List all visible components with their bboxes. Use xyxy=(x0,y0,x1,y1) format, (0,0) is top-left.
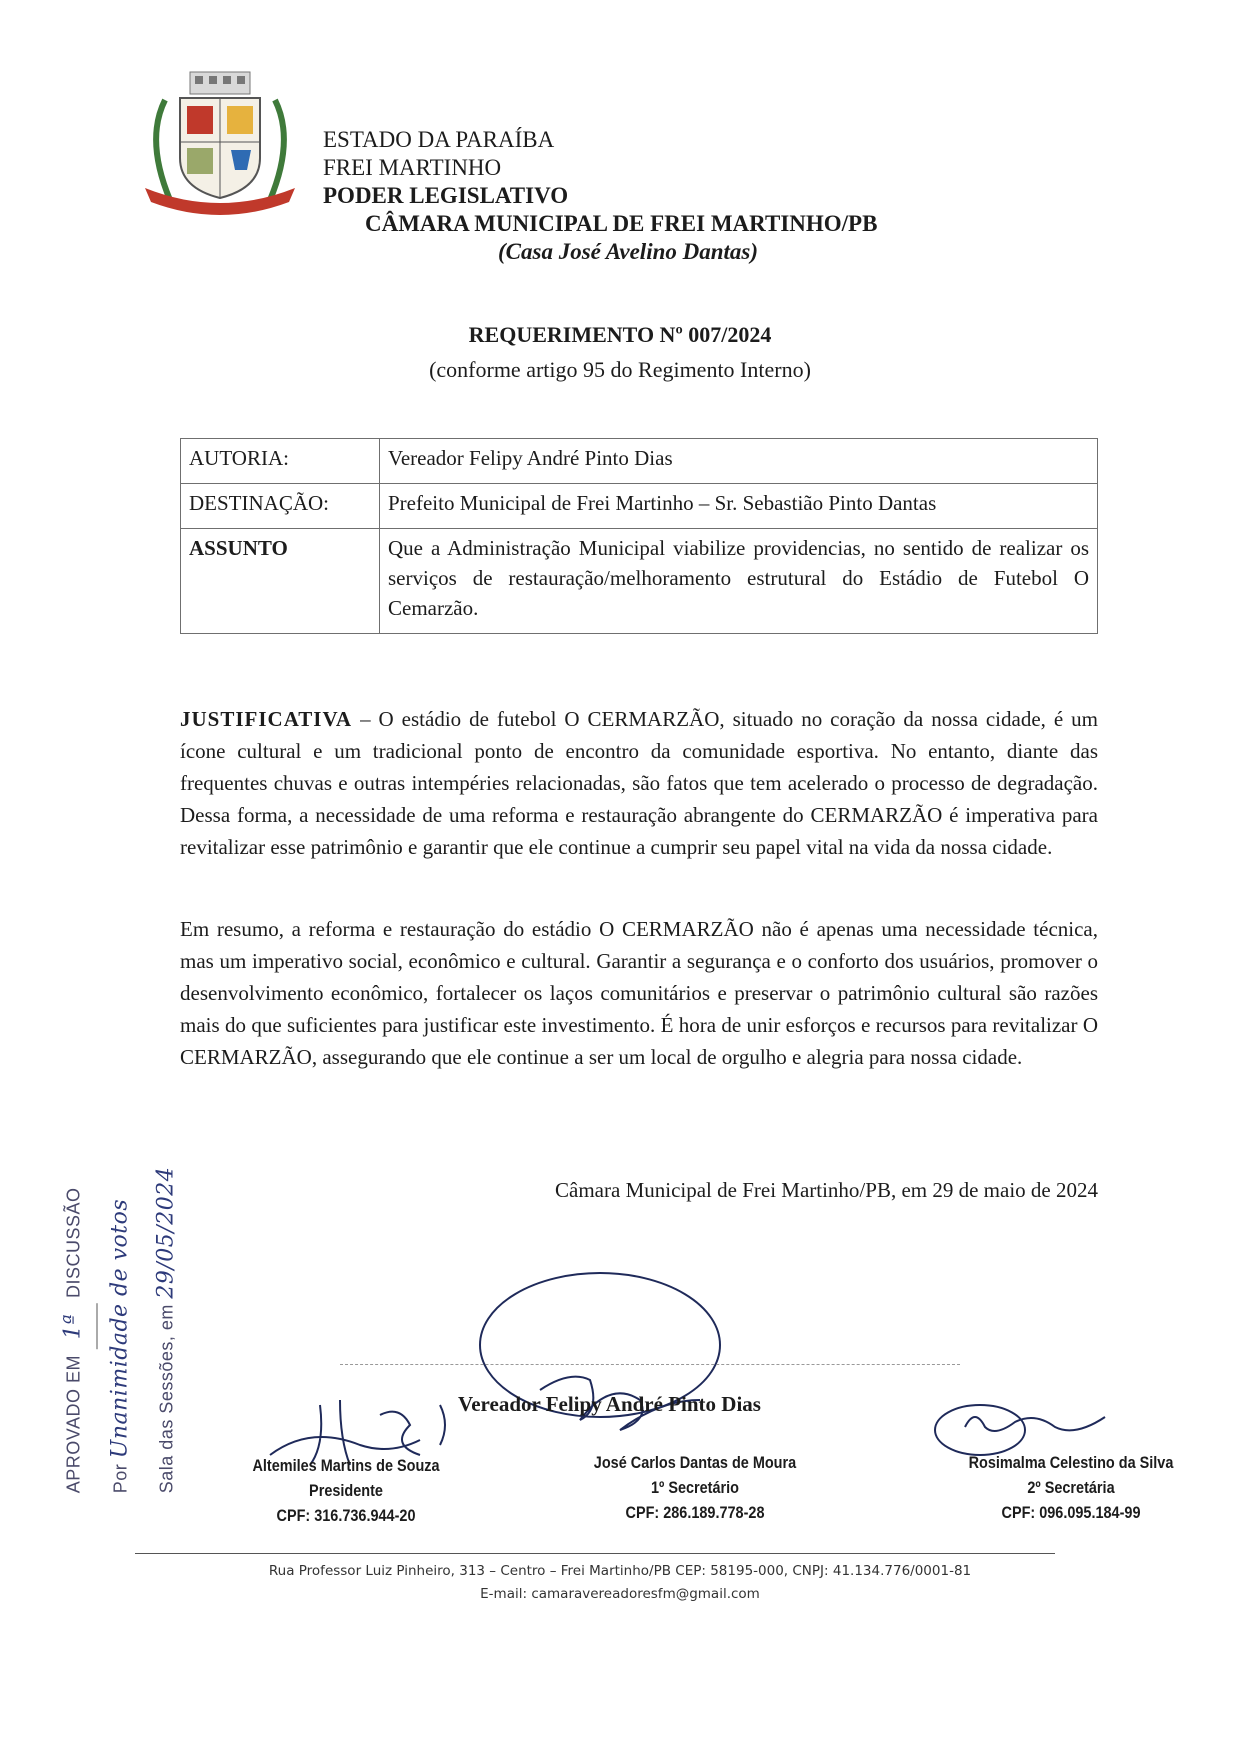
stamp-approved-label: APROVADO EM xyxy=(63,1355,84,1494)
signature-line xyxy=(340,1364,960,1365)
signer-cpf: CPF: 316.736.944-20 xyxy=(276,1506,416,1525)
document-subtitle: (conforme artigo 95 do Regimento Interno) xyxy=(429,357,811,382)
subject-label: ASSUNTO xyxy=(181,529,380,634)
approval-stamp-text xyxy=(51,1167,190,1493)
house-name: (Casa José Avelino Dantas) xyxy=(498,239,759,264)
authorship-value: Vereador Felipy André Pinto Dias xyxy=(380,439,1098,484)
table-row xyxy=(181,529,1098,634)
stamp-discussion-label: DISCUSSÃO xyxy=(63,1187,84,1298)
stamp-by-label: Por xyxy=(110,1463,131,1494)
place-and-date: Câmara Municipal de Frei Martinho/PB, em 29 de maio de 2024 xyxy=(555,1178,1098,1202)
stamp-session-label: Sala das Sessões, em xyxy=(156,1304,177,1494)
justification-paragraph-2: Em resumo, a reforma e restauração do estádio O CERMARZÃO não é apenas uma necessidade técnica, mas um imperativo social, econômico e cultural. Garantir a segurança e o conforto dos usuários, promover o desenvolvimento econômico, fortalecer os laços comunitários e preservar o patrimônio cultural são razões mais do que suficientes para justificar este investimento. É hora de unir esforços e recursos para revitalizar O CERMARZÃO, assegurando que ele continue a ser um local de orgulho e alegria para nossa cidade. xyxy=(180,917,1098,1069)
city-name: FREI MARTINHO xyxy=(323,155,502,180)
footer-divider xyxy=(135,1553,1055,1554)
legislative-power: PODER LEGISLATIVO xyxy=(323,183,569,208)
subject-value: Que a Administração Municipal viabilize providencias, no sentido de realizar os serviços de restauração/melhoramento estrutural do Estádio de Futebol O Cemarzão. xyxy=(380,529,1098,634)
stamp-row-session xyxy=(144,1167,190,1493)
authorship-label: AUTORIA: xyxy=(181,439,380,484)
signer-cpf: CPF: 096.095.184-99 xyxy=(1001,1503,1141,1522)
signer-role: 2º Secretária xyxy=(1027,1478,1115,1497)
approval-stamp xyxy=(50,1150,190,1510)
signer-first-secretary xyxy=(568,1450,823,1525)
main-signer-name: Vereador Felipy André Pinto Dias xyxy=(458,1392,761,1416)
signer-second-secretary xyxy=(931,1450,1212,1525)
signer-name: Rosimalma Celestino da Silva xyxy=(968,1453,1174,1472)
justification-text-1: – O estádio de futebol O CERMARZÃO, situado no coração da nossa cidade, é um ícone cultural e um tradicional ponto de encontro da comunidade esportiva. No entanto, diante das frequentes chuvas e outras intempéries relacionadas, são fatos que tem acelerado o processo de degradação. Dessa forma, a necessidade de uma reforma e restauração abrangente do CERMARZÃO é imperativa para revitalizar esse patrimônio e garantir que ele continue a cumprir seu papel vital na vida da nossa cidade. xyxy=(180,707,1098,859)
justification-paragraph-1 xyxy=(180,703,1098,863)
stamp-row-vote xyxy=(98,1167,144,1493)
signer-cpf: CPF: 286.189.778-28 xyxy=(625,1503,765,1522)
signer-role: Presidente xyxy=(309,1481,383,1500)
request-info-table xyxy=(180,438,1098,634)
document-title: REQUERIMENTO Nº 007/2024 xyxy=(468,322,772,347)
table-row xyxy=(181,484,1098,529)
stamp-vote-result: Unanimidade de votos xyxy=(107,1198,133,1459)
signer-role: 1º Secretário xyxy=(650,1478,740,1497)
signer-name: José Carlos Dantas de Moura xyxy=(593,1453,797,1472)
stamp-session-date: 29/05/2024 xyxy=(153,1166,179,1299)
state-name: ESTADO DA PARAÍBA xyxy=(323,127,555,152)
footer-address: Rua Professor Luiz Pinheiro, 313 – Centro – Frei Martinho/PB CEP: 58195-000, CNPJ: 41.134.776/0001-81 xyxy=(268,1563,972,1579)
stamp-row-approved xyxy=(51,1167,98,1493)
stamp-discussion-number: 1ª xyxy=(51,1304,98,1350)
destination-value: Prefeito Municipal de Frei Martinho – Sr. Sebastião Pinto Dantas xyxy=(380,484,1098,529)
table-row xyxy=(181,439,1098,484)
municipal-coat-of-arms xyxy=(135,70,305,220)
signer-name: Altemiles Martins de Souza xyxy=(252,1456,440,1475)
letterhead xyxy=(323,126,877,266)
signer-president xyxy=(219,1453,474,1528)
chamber-name: CÂMARA MUNICIPAL DE FREI MARTINHO/PB xyxy=(365,211,878,236)
footer-email: E-mail: camaravereadoresfm@gmail.com xyxy=(480,1586,760,1602)
destination-label: DESTINAÇÃO: xyxy=(181,484,380,529)
justification-heading: JUSTIFICATIVA xyxy=(180,707,353,731)
